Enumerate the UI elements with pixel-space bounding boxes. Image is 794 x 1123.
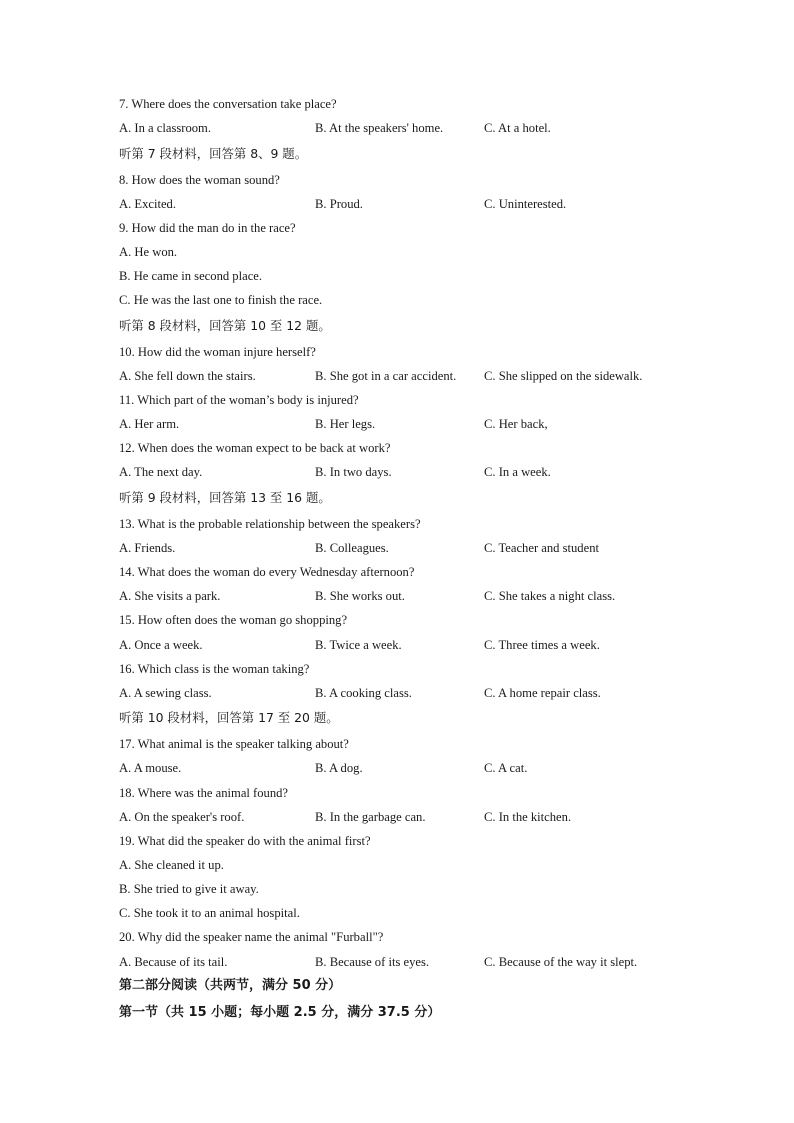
options-11 (119, 416, 699, 432)
option-a: A. She fell down the stairs. (119, 369, 256, 383)
option-b: B. She got in a car accident. (315, 369, 457, 383)
option-9c: C. He was the last one to finish the race. (119, 293, 323, 307)
option-c: C. Because of the way it slept. (484, 955, 638, 969)
option-c: C. A home repair class. (484, 686, 601, 700)
question-8: 8. How does the woman sound? (119, 173, 280, 187)
option-c: C. Uninterested. (484, 197, 567, 211)
section-instruction-9: 听第 9 段材料，回答第 13 至 16 题。 (119, 490, 331, 505)
options-8 (119, 196, 699, 212)
options-7 (119, 120, 699, 136)
option-19c: C. She took it to an animal hospital. (119, 906, 300, 920)
option-a: A. Her arm. (119, 417, 180, 431)
option-b: B. In the garbage can. (315, 810, 426, 824)
option-c: C. Three times a week. (484, 638, 600, 652)
option-19b: B. She tried to give it away. (119, 882, 259, 896)
question-9: 9. How did the man do in the race? (119, 221, 296, 235)
option-9b: B. He came in second place. (119, 269, 263, 283)
part-two-heading: 第二部分阅读（共两节，满分 50 分） (119, 978, 342, 993)
option-a: A. Excited. (119, 197, 177, 211)
option-b: B. She works out. (315, 589, 405, 603)
section-instruction-7: 听第 7 段材料，回答第 8、9 题。 (119, 146, 308, 161)
options-13 (119, 540, 699, 556)
option-c: C. She takes a night class. (484, 589, 616, 603)
option-c: C. In the kitchen. (484, 810, 572, 824)
options-15 (119, 637, 699, 653)
option-c: C. Her back, (484, 417, 548, 431)
options-18 (119, 809, 699, 825)
question-11: 11. Which part of the woman’s body is injured? (119, 393, 359, 407)
option-b: B. Because of its eyes. (315, 955, 430, 969)
option-b: B. Proud. (315, 197, 363, 211)
question-19: 19. What did the speaker do with the animal first? (119, 834, 371, 848)
option-a: A. Once a week. (119, 638, 203, 652)
option-a: A. A mouse. (119, 761, 182, 775)
question-7: 7. Where does the conversation take place? (119, 97, 337, 111)
option-19a: A. She cleaned it up. (119, 858, 224, 872)
option-a: A. On the speaker's roof. (119, 810, 245, 824)
question-15: 15. How often does the woman go shopping? (119, 613, 348, 627)
options-17 (119, 760, 699, 776)
option-c: C. Teacher and student (484, 541, 599, 555)
option-a: A. Because of its tail. (119, 955, 228, 969)
question-18: 18. Where was the animal found? (119, 786, 289, 800)
option-c: C. In a week. (484, 465, 551, 479)
options-14 (119, 588, 699, 604)
option-9a: A. He won. (119, 245, 178, 259)
options-16 (119, 685, 699, 701)
option-a: A. The next day. (119, 465, 203, 479)
option-b: B. At the speakers' home. (315, 121, 444, 135)
option-a: A. Friends. (119, 541, 176, 555)
section-one-heading: 第一节（共 15 小题；每小题 2.5 分，满分 37.5 分） (119, 1005, 441, 1020)
question-10: 10. How did the woman injure herself? (119, 345, 316, 359)
option-a: A. A sewing class. (119, 686, 212, 700)
option-b: B. Colleagues. (315, 541, 389, 555)
option-b: B. In two days. (315, 465, 392, 479)
option-b: B. Her legs. (315, 417, 376, 431)
options-12 (119, 464, 699, 480)
question-12: 12. When does the woman expect to be back at work? (119, 441, 391, 455)
option-b: B. A dog. (315, 761, 363, 775)
option-b: B. Twice a week. (315, 638, 402, 652)
question-17: 17. What animal is the speaker talking about? (119, 737, 349, 751)
question-14: 14. What does the woman do every Wednesday afternoon? (119, 565, 415, 579)
section-instruction-8: 听第 8 段材料，回答第 10 至 12 题。 (119, 318, 331, 333)
question-16: 16. Which class is the woman taking? (119, 662, 310, 676)
option-c: C. She slipped on the sidewalk. (484, 369, 643, 383)
option-c: C. At a hotel. (484, 121, 551, 135)
options-20 (119, 954, 699, 970)
option-a: A. She visits a park. (119, 589, 221, 603)
option-b: B. A cooking class. (315, 686, 412, 700)
section-instruction-10: 听第 10 段材料，回答第 17 至 20 题。 (119, 710, 339, 725)
question-20: 20. Why did the speaker name the animal "Furball"? (119, 930, 384, 944)
option-a: A. In a classroom. (119, 121, 211, 135)
option-c: C. A cat. (484, 761, 528, 775)
question-13: 13. What is the probable relationship between the speakers? (119, 517, 421, 531)
options-10 (119, 368, 699, 384)
